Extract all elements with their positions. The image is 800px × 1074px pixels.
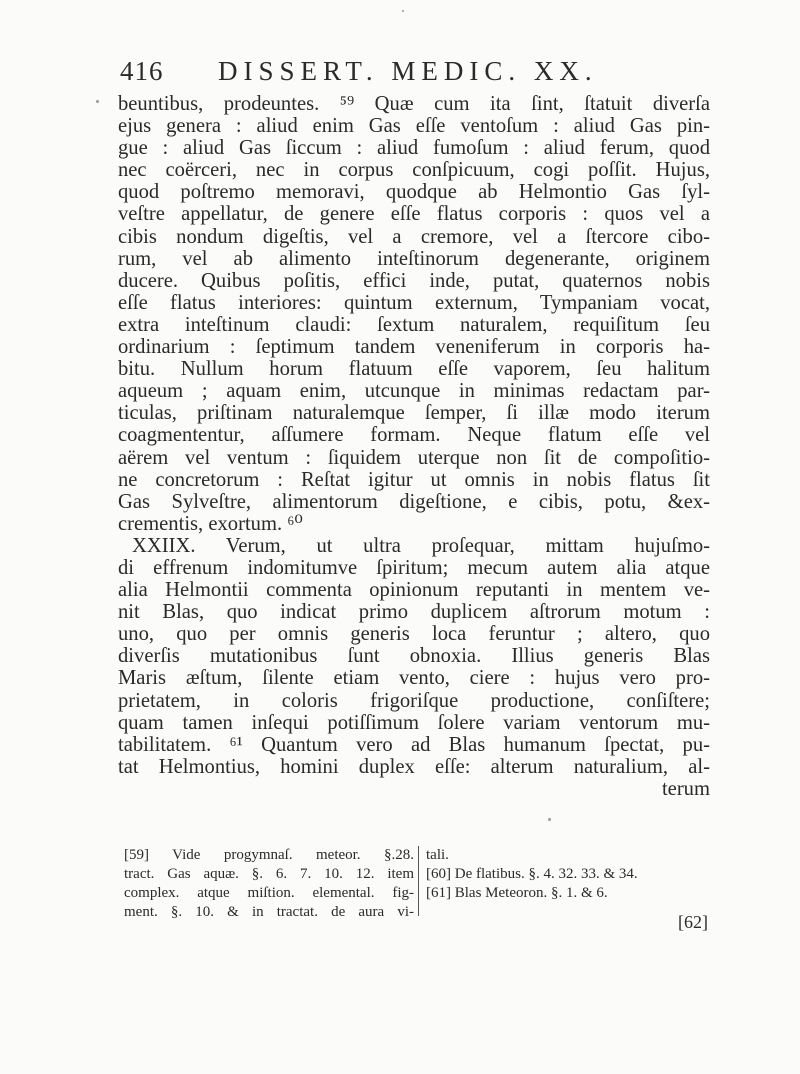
footnotes-left — [124, 846, 414, 922]
text-line: aqueum ; aquam enim, utcunque in minimas redactam par- — [118, 380, 710, 403]
text-line: ordinarium : ſeptimum tandem veneniferum in corporis ha- — [118, 336, 710, 359]
paper-speck — [402, 10, 404, 12]
paper-speck — [96, 100, 99, 103]
text-line: coagmententur, aſſumere formam. Neque flatum eſſe vel — [118, 424, 710, 447]
text-line: beuntibus, prodeuntes. ⁵⁹ Quæ cum ita ſint, ſtatuit diverſa — [118, 93, 710, 115]
footnote-line: tali. — [426, 847, 449, 863]
text-line: diverſis mutationibus ſunt obnoxia. Illius generis Blas — [118, 645, 710, 668]
page-number: 416 — [120, 56, 164, 86]
text-line: aërem vel ventum : ſiquidem uterque non ſit de compoſitio- — [118, 446, 710, 469]
text-line: quod poſtremo memoravi, quodque ab Helmontio Gas ſyl- — [118, 181, 710, 204]
text-line: gue : aliud Gas ſiccum : aliud fumoſum : aliud ferum, quod — [118, 137, 710, 160]
footnotes-right — [426, 846, 716, 903]
running-header — [120, 56, 710, 90]
text-line: alia Helmontii commenta opinionum reputanti in mentem ve- — [118, 579, 710, 602]
footnote-line: [60] De flatibus. §. 4. 32. 33. & 34. — [426, 866, 638, 882]
text-line: tat Helmontius, homini duplex eſſe: alterum naturalium, al- — [118, 755, 710, 778]
footnote-column-divider — [418, 846, 419, 916]
section-heading-line: XXIIX. Verum, ut ultra proſequar, mittam hujuſmo- — [132, 534, 710, 557]
text-line: cibis nondum digeſtis, vel a cremore, vel a ſtercore cibo- — [118, 225, 710, 248]
text-line: terum — [661, 777, 710, 800]
footnote-line: ment. §. 10. & in tractat. de aura vi- — [124, 904, 414, 920]
footnote-line: complex. atque miſtion. elemental. fig- — [124, 885, 414, 901]
text-line: ne concretorum : Reſtat igitur ut omnis in nobis flatus ſit — [118, 468, 710, 491]
text-line: quam tamen inſequi potiſſimum ſolere variam ventorum mu- — [118, 711, 710, 734]
paper-speck — [548, 818, 551, 821]
text-line: Gas Sylveſtre, alimentorum digeſtione, e cibis, potu, &ex- — [118, 490, 710, 513]
text-line: nit Blas, quo indicat primo duplicem aſtrorum motum : — [118, 601, 710, 624]
running-title: DISSERT. MEDIC. XX. — [218, 56, 598, 86]
footnote-line: [59] Vide progymnaſ. meteor. §.28. — [124, 847, 414, 863]
text-line: ejus genera : aliud enim Gas eſſe ventoſum : aliud Gas pin- — [118, 115, 710, 138]
text-line: ducere. Quibus poſitis, effici inde, putat, quaternos nobis — [118, 269, 710, 292]
text-line: uno, quo per omnis generis loca feruntur ; altero, quo — [118, 623, 710, 646]
text-line: bitu. Nullum horum flatuum eſſe vaporem, ſeu halitum — [118, 358, 710, 381]
text-line: veſtre appellatur, de genere eſſe flatus corporis : quos vel a — [118, 203, 710, 226]
text-line: di effrenum indomitumve ſpiritum; mecum autem alia atque — [118, 556, 710, 579]
text-line: Maris æſtum, ſilente etiam vento, ciere : hujus vero pro- — [118, 667, 710, 690]
text-line: rum, vel ab alimento inteſtinorum degenerante, originem — [118, 247, 710, 270]
text-line: nec coërceri, nec in corpus conſpicuum, cogi poſſit. Hujus, — [118, 159, 710, 182]
text-line: ticulas, priſtinam naturalemque ſemper, ſi illæ modo iterum — [118, 402, 710, 425]
text-line: tabilitatem. ⁶¹ Quantum vero ad Blas humanum ſpectat, pu- — [118, 733, 710, 756]
text-line: eſſe flatus interiores: quintum externum, Tympaniam vocat, — [118, 291, 710, 314]
body-text — [118, 93, 710, 800]
text-line: crementis, exortum. ⁶⁰ — [118, 512, 303, 535]
text-line: extra inteſtinum claudi: ſextum naturalem, requiſitum ſeu — [118, 313, 710, 336]
text-line: prietatem, in coloris frigoriſque productione, conſiſtere; — [118, 689, 710, 712]
catchword: [62] — [678, 912, 708, 932]
footnote-line: tract. Gas aquæ. §. 6. 7. 10. 12. item — [124, 866, 414, 882]
footnote-line: [61] Blas Meteoron. §. 1. & 6. — [426, 885, 608, 901]
